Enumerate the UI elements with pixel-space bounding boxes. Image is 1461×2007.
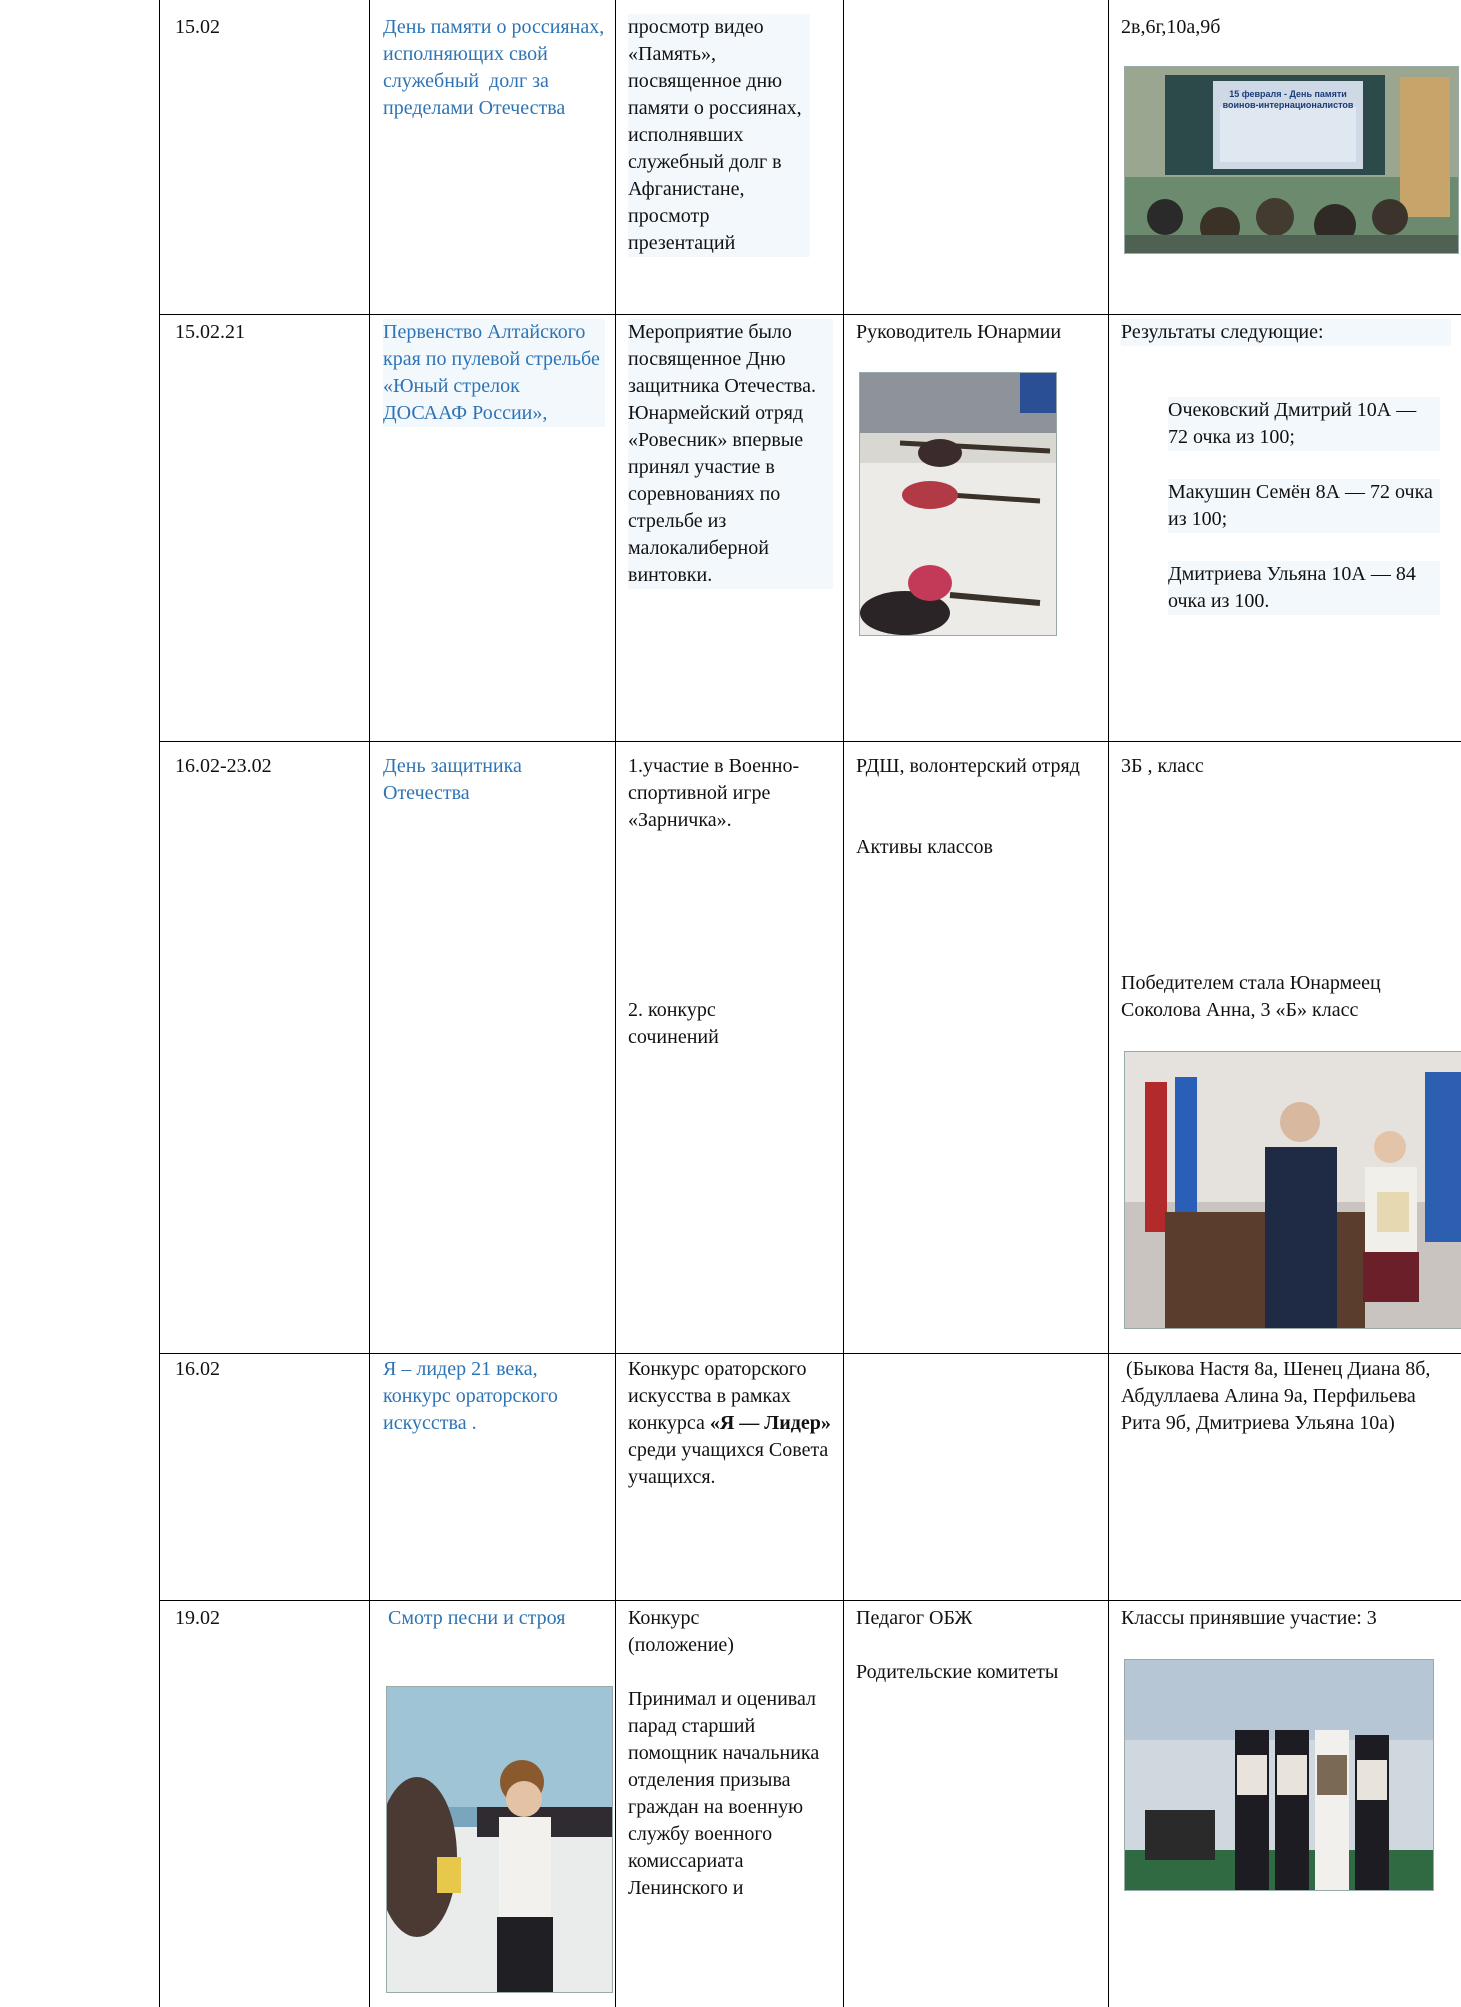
row-event: Я – лидер 21 века, конкурс ораторского искусства . <box>383 1358 563 1434</box>
row-event: День памяти о россиянах, исполняющих свой служебный долг за пределами Отечества <box>383 16 610 119</box>
row-description: 1.участие в Военно-спортивной игре «Зарничка». <box>628 755 800 831</box>
row-divider <box>159 1353 1461 1354</box>
row-date: 16.02 <box>175 1358 220 1380</box>
grid-line <box>1108 0 1109 2007</box>
row-description: просмотр видео «Память», посвященное дню памяти о россиянах, исполнявших служебный долг в Афганистане, просмотр презентаций <box>628 14 810 257</box>
row-event: День защитника Отечества <box>383 755 527 804</box>
description-bold: «Я — Лидер» <box>709 1412 831 1434</box>
parade-photo <box>1124 1659 1434 1891</box>
row-result: Победителем стала Юнармеец Соколова Анна, 3 «Б» класс <box>1121 972 1386 1021</box>
description-text: среди учащихся Совета учащихся. <box>628 1412 836 1488</box>
row-result: 3Б , класс <box>1121 755 1204 777</box>
row-responsible: РДШ, волонтерский отряд <box>856 755 1080 777</box>
row-divider <box>159 741 1461 742</box>
award-photo <box>1124 1051 1461 1329</box>
row-divider <box>159 1600 1461 1601</box>
row-description <box>628 1356 836 1491</box>
row-event: Смотр песни и строя <box>383 1607 566 1629</box>
row-date: 16.02-23.02 <box>175 755 272 777</box>
row-result: Классы принявшие участие: 3 <box>1121 1607 1377 1629</box>
row-result: (Быкова Настя 8а, Шенец Диана 8б, Абдуллаева Алина 9а, Перфильева Рита 9б, Дмитриева Ульяна 10а) <box>1121 1358 1436 1434</box>
row-responsible: Руководитель Юнармии <box>856 321 1062 343</box>
classroom-photo <box>1124 66 1459 254</box>
shooting-photo <box>859 372 1057 636</box>
grid-line <box>369 0 370 2007</box>
result-title: Результаты следующие: <box>1121 319 1451 346</box>
slide-title: 15 февраля - День памяти воинов-интернационалистов <box>1222 89 1354 110</box>
description-text: Конкурс ораторского искусства в рамках конкурса <box>628 1358 812 1434</box>
row-divider <box>159 314 1461 315</box>
result-item: Макушин Семён 8А — 72 очка из 100; <box>1168 479 1440 533</box>
grid-line <box>843 0 844 2007</box>
song-contest-photo <box>386 1686 613 1993</box>
row-responsible: Родительские комитеты <box>856 1661 1059 1683</box>
grid-line <box>159 0 160 2007</box>
row-date: 15.02.21 <box>175 321 245 343</box>
grid-line <box>615 0 616 2007</box>
row-result: 2в,6г,10а,9б <box>1121 16 1221 38</box>
row-responsible: Педагог ОБЖ <box>856 1607 973 1629</box>
row-event: Первенство Алтайского края по пулевой стрельбе «Юный стрелок ДОСААФ России», <box>383 319 605 427</box>
result-item: Дмитриева Ульяна 10А — 84 очка из 100. <box>1168 561 1440 615</box>
row-responsible: Активы классов <box>856 836 993 858</box>
row-description: Принимал и оценивал парад старший помощник начальника отделения призыва граждан на военную службу военного комиссариата Ленинского и <box>628 1688 825 1899</box>
row-description: Мероприятие было посвященное Дню защитника Отечества. Юнармейский отряд «Ровесник» впервые принял участие в соревнованиях по стрельбе из малокалиберной винтовки. <box>628 319 833 589</box>
result-item: Очековский Дмитрий 10А — 72 очка из 100; <box>1168 397 1440 451</box>
row-description: 2. конкурс сочинений <box>628 999 721 1048</box>
row-date: 19.02 <box>175 1607 220 1629</box>
row-description: Конкурс (положение) <box>628 1607 734 1656</box>
row-date: 15.02 <box>175 16 220 38</box>
